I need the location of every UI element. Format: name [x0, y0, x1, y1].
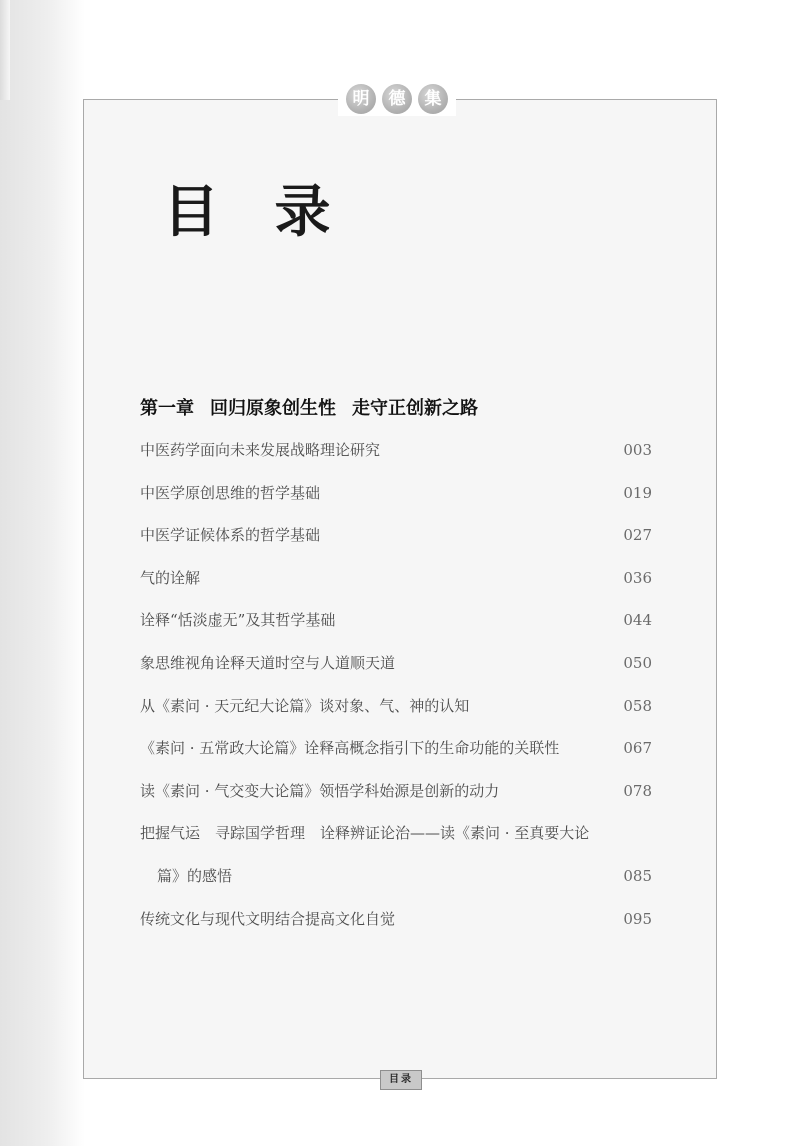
toc-entry[interactable] — [140, 778, 652, 821]
toc-entry-page: 085 — [623, 866, 652, 885]
toc-entry-page: 027 — [623, 526, 652, 545]
book-spine-edge — [0, 0, 10, 100]
toc-entry[interactable] — [140, 735, 652, 778]
seal-char: 集 — [418, 84, 448, 114]
toc-entry-title: 篇》的感悟 — [157, 866, 233, 885]
toc-entry[interactable] — [140, 650, 652, 693]
seal-char: 明 — [346, 84, 376, 114]
toc-entry-title: 中医学原创思维的哲学基础 — [140, 483, 321, 502]
chapter-number: 第一章 — [140, 398, 194, 419]
toc-entry-title: 气的诠解 — [140, 568, 201, 587]
toc-entry-page: 067 — [623, 739, 652, 758]
toc-entry-continuation[interactable] — [140, 863, 652, 906]
page-title: 目 录 — [163, 180, 349, 245]
footer-section-tab: 目录 — [380, 1070, 422, 1090]
toc-entry-title: 中医学证候体系的哲学基础 — [140, 526, 321, 545]
toc-entry-page: 078 — [623, 781, 652, 800]
toc-entry[interactable] — [140, 820, 652, 863]
seal-char: 德 — [382, 84, 412, 114]
toc-entry-title: 中医药学面向未来发展战略理论研究 — [140, 441, 381, 459]
toc-entry[interactable] — [140, 480, 652, 523]
toc-entry-page: 058 — [623, 696, 652, 715]
toc-entry-page: 019 — [623, 483, 652, 502]
book-spine-shadow — [0, 0, 85, 1146]
toc-entry-title: 《素问 · 五常政大论篇》诠释高概念指引下的生命功能的关联性 — [140, 739, 560, 758]
toc-entry-title: 传统文化与现代文明结合提高文化自觉 — [140, 909, 396, 928]
chapter-title-part2: 走守正创新之路 — [352, 398, 478, 419]
toc-entry-title: 把握气运 寻踪国学哲理 诠释辨证论治——读《素问 · 至真要大论 — [140, 824, 590, 843]
toc-entry-page: 050 — [623, 653, 652, 672]
toc-entry-page: 036 — [623, 568, 652, 587]
toc-entry-title: 诠释“恬淡虚无”及其哲学基础 — [140, 611, 336, 630]
toc-entry-page: 095 — [623, 909, 652, 928]
toc-entry-title: 读《素问 · 气交变大论篇》领悟学科始源是创新的动力 — [140, 781, 500, 800]
toc-entry-page: 003 — [623, 441, 652, 459]
toc-entry-title: 从《素问 · 天元纪大论篇》谈对象、气、神的认知 — [140, 696, 470, 715]
toc-entry[interactable] — [140, 565, 652, 608]
series-seal — [338, 84, 456, 116]
toc-entry[interactable] — [140, 522, 652, 565]
table-of-contents — [140, 437, 652, 948]
toc-entry[interactable] — [140, 906, 652, 949]
chapter-heading[interactable] — [140, 397, 478, 421]
toc-entry[interactable] — [140, 693, 652, 736]
chapter-title-part1: 回归原象创生性 — [210, 398, 336, 419]
toc-entry-page: 044 — [623, 611, 652, 630]
toc-entry[interactable] — [140, 607, 652, 650]
toc-entry-title: 象思维视角诠释天道时空与人道顺天道 — [140, 653, 396, 672]
toc-entry[interactable] — [140, 437, 652, 480]
